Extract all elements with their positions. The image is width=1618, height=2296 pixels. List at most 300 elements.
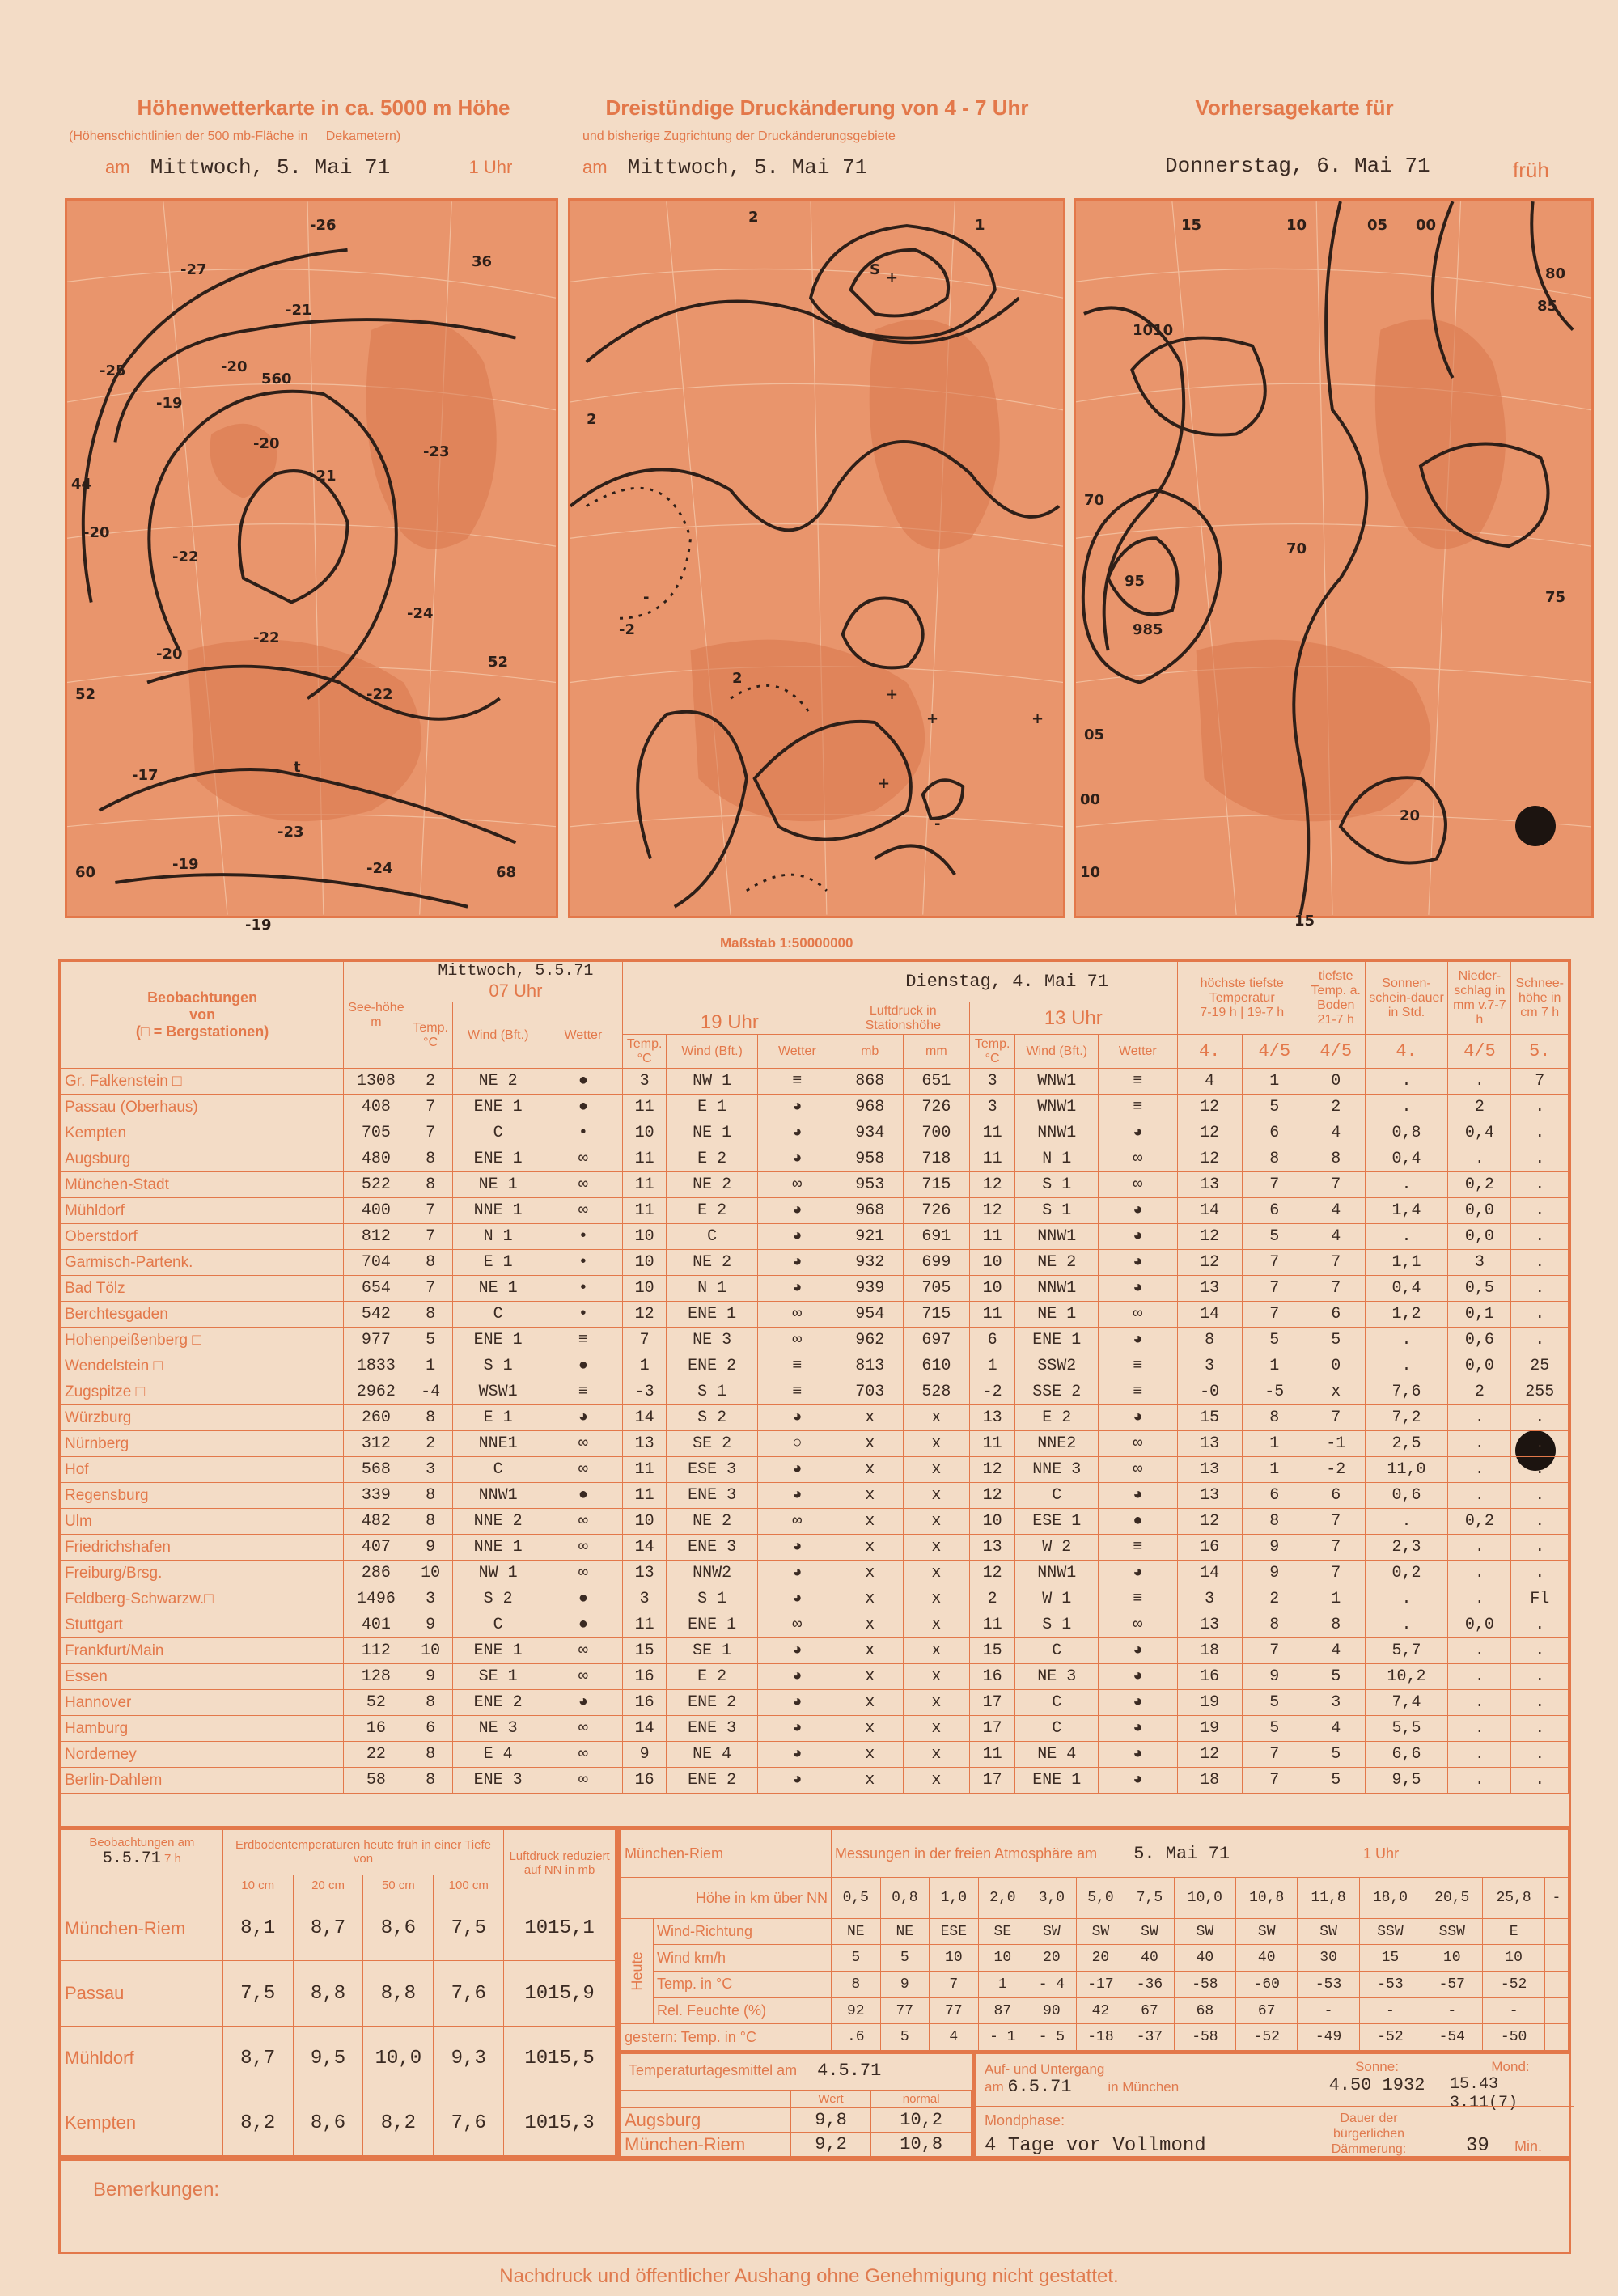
table-cell: WNW1 — [1015, 1069, 1099, 1095]
table-cell: x — [903, 1664, 969, 1690]
table-cell: 10 — [969, 1509, 1014, 1535]
table-cell: 14 — [623, 1535, 667, 1561]
table-cell: 953 — [837, 1172, 903, 1198]
table-cell: 12 — [969, 1457, 1014, 1483]
map-isoline-label: 05 — [1084, 727, 1105, 743]
table-cell: ● — [544, 1586, 623, 1612]
table-cell: . — [1448, 1742, 1511, 1768]
map1-am: am — [105, 157, 130, 177]
table-cell: x — [837, 1716, 903, 1742]
table-cell: 22 — [344, 1742, 409, 1768]
soil-row — [61, 2091, 616, 2155]
table-cell: x — [837, 1742, 903, 1768]
hdr-13uhr: 13 Uhr — [969, 1002, 1177, 1035]
soil-depth-50: 50 cm — [363, 1875, 434, 1896]
soil-block — [58, 1827, 618, 2158]
sun-divider — [976, 2106, 1574, 2107]
table-cell: S 2 — [452, 1586, 544, 1612]
table-cell: 962 — [837, 1328, 903, 1353]
table-cell: . — [1448, 1561, 1511, 1586]
table-cell: ◕ — [758, 1146, 837, 1172]
table-cell: ENE 1 — [667, 1612, 758, 1638]
table-cell: 8 — [409, 1172, 452, 1198]
aero-height: 0,5 — [832, 1878, 881, 1918]
table-cell: 0,1 — [1448, 1302, 1511, 1328]
station-name: Friedrichshafen — [61, 1535, 344, 1561]
col-header-sonne: Sonnen-schein-dauer in Std. — [1365, 962, 1448, 1035]
table-cell: 407 — [344, 1535, 409, 1561]
table-cell: 6 — [1307, 1483, 1365, 1509]
table-cell: ENE 1 — [452, 1638, 544, 1664]
table-cell: . — [1511, 1457, 1569, 1483]
table-cell: 11 — [969, 1224, 1014, 1250]
table-cell: 0,8 — [1365, 1120, 1448, 1146]
tm-value: 9,2 — [790, 2133, 871, 2157]
table-cell: ◕ — [1099, 1276, 1178, 1302]
soil-hdr-beob — [61, 1830, 223, 1875]
map-isoline-label: -21 — [286, 302, 312, 319]
aero-row-label: Wind-Richtung — [654, 1918, 832, 1945]
table-cell: ● — [1099, 1509, 1178, 1535]
table-cell: 17 — [969, 1690, 1014, 1716]
table-cell: 932 — [837, 1250, 903, 1276]
table-cell: ◕ — [758, 1276, 837, 1302]
table-cell: 8 — [1177, 1328, 1242, 1353]
table-cell: ◕ — [1099, 1250, 1178, 1276]
table-cell: -4 — [409, 1379, 452, 1405]
aero-body — [621, 1918, 1569, 2050]
table-cell: 813 — [837, 1353, 903, 1379]
table-cell: 2 — [1448, 1379, 1511, 1405]
table-cell: 10 — [409, 1638, 452, 1664]
table-cell: NE 2 — [1015, 1250, 1099, 1276]
table-cell: 5 — [1242, 1224, 1307, 1250]
map1-date-line — [105, 154, 558, 180]
soil-station: Mühldorf — [61, 2026, 223, 2091]
table-cell: . — [1511, 1328, 1569, 1353]
hdr-wind-19: Wind (Bft.) — [667, 1035, 758, 1069]
table-cell: 6,6 — [1365, 1742, 1448, 1768]
table-cell: 3 — [1177, 1353, 1242, 1379]
table-cell: 1,1 — [1365, 1250, 1448, 1276]
table-cell: x — [837, 1664, 903, 1690]
station-name: Hohenpeißenberg □ — [61, 1328, 344, 1353]
table-cell: NNW1 — [452, 1483, 544, 1509]
table-cell: N 1 — [1015, 1146, 1099, 1172]
table-cell: ◕ — [758, 1690, 837, 1716]
daemmerung-val: 39 — [1466, 2135, 1489, 2157]
table-cell: 10,2 — [1365, 1664, 1448, 1690]
table-cell: 4 — [1307, 1120, 1365, 1146]
footer-note: Nachdruck und öffentlicher Aushang ohne Genehmigung nicht gestattet. — [499, 2265, 1119, 2287]
aero-empty — [1544, 2024, 1568, 2051]
table-cell: 11 — [623, 1457, 667, 1483]
table-cell: 954 — [837, 1302, 903, 1328]
table-cell: N 1 — [452, 1224, 544, 1250]
table-cell: ◕ — [1099, 1328, 1178, 1353]
aero-value: -52 — [1483, 1972, 1544, 1998]
table-cell: ◕ — [1099, 1405, 1178, 1431]
table-cell: 8 — [409, 1483, 452, 1509]
table-cell: 2 — [409, 1431, 452, 1457]
aero-value: 90 — [1027, 1997, 1077, 2024]
hdr-mittwoch: Mittwoch, 5.5.71 — [438, 962, 594, 981]
soil-value: 1015,3 — [504, 2091, 616, 2155]
soil-value: 9,3 — [434, 2026, 504, 2091]
table-cell: 2,3 — [1365, 1535, 1448, 1561]
sun-mond — [1450, 2059, 1571, 2112]
table-cell: E 2 — [667, 1664, 758, 1690]
map2-title: Dreistündige Druckänderung von 4 - 7 Uhr — [605, 95, 1029, 120]
table-cell: ◕ — [758, 1198, 837, 1224]
aero-row-label: gestern: Temp. in °C — [621, 2024, 832, 2051]
table-cell: 11,0 — [1365, 1457, 1448, 1483]
map-isoline-label: 2 — [587, 411, 597, 428]
aero-value: SW — [1298, 1918, 1359, 1945]
table-cell: NE 3 — [1015, 1664, 1099, 1690]
table-cell: . — [1365, 1612, 1448, 1638]
table-cell: NE 4 — [1015, 1742, 1099, 1768]
table-cell: 8 — [409, 1690, 452, 1716]
table-cell: 10 — [969, 1250, 1014, 1276]
table-cell: 11 — [969, 1302, 1014, 1328]
hdr-von: von — [189, 1006, 216, 1023]
table-cell: 3 — [409, 1586, 452, 1612]
soil-station: München-Riem — [61, 1896, 223, 1961]
table-cell: x — [837, 1612, 903, 1638]
table-cell: 10 — [409, 1561, 452, 1586]
aero-value: SW — [1027, 1918, 1077, 1945]
table-cell: 17 — [969, 1768, 1014, 1794]
table-cell: ENE 1 — [452, 1328, 544, 1353]
table-cell: . — [1511, 1664, 1569, 1690]
table-cell: x — [903, 1638, 969, 1664]
table-cell: 7 — [409, 1120, 452, 1146]
table-cell: ≡ — [544, 1328, 623, 1353]
table-cell: ∞ — [544, 1664, 623, 1690]
maps-row — [65, 198, 1594, 934]
table-cell: 703 — [837, 1379, 903, 1405]
map-isoline-label: -23 — [277, 824, 304, 841]
hdr-tiefste-text: tiefste — [1249, 976, 1284, 990]
aero-row — [621, 1945, 1569, 1972]
aero-value: 10 — [1483, 1945, 1544, 1972]
table-cell: ENE 1 — [452, 1095, 544, 1120]
aero-empty — [1544, 1945, 1568, 1972]
soil-station: Passau — [61, 1961, 223, 2026]
table-cell: 12 — [969, 1483, 1014, 1509]
table-cell: 6 — [1242, 1198, 1307, 1224]
punch-hole-upper — [1515, 806, 1556, 846]
table-cell: 12 — [1177, 1224, 1242, 1250]
col-header-schnee: Schnee-höhe in cm 7 h — [1511, 962, 1569, 1035]
table-cell: 11 — [623, 1172, 667, 1198]
aero-value: 40 — [1236, 1945, 1298, 1972]
table-row — [61, 1768, 1569, 1794]
station-name: Nürnberg — [61, 1431, 344, 1457]
table-cell: 0,2 — [1448, 1509, 1511, 1535]
table-cell: 6 — [1307, 1302, 1365, 1328]
table-cell: . — [1511, 1638, 1569, 1664]
table-cell: NE 2 — [452, 1069, 544, 1095]
table-cell: 2 — [969, 1586, 1014, 1612]
station-name: Berchtesgaden — [61, 1302, 344, 1328]
table-cell: S 2 — [667, 1405, 758, 1431]
map-isoline-label: 52 — [75, 686, 96, 703]
table-cell: 16 — [623, 1664, 667, 1690]
table-cell: 958 — [837, 1146, 903, 1172]
table-cell: ◕ — [758, 1742, 837, 1768]
aero-value: -52 — [1236, 2024, 1298, 2051]
station-name: München-Stadt — [61, 1172, 344, 1198]
aero-value: 67 — [1236, 1997, 1298, 2024]
table-cell: 0 — [1307, 1069, 1365, 1095]
table-cell: ENE 1 — [452, 1146, 544, 1172]
table-cell: 3 — [1448, 1250, 1511, 1276]
tm-value: 9,8 — [790, 2108, 871, 2133]
table-cell: 0 — [1307, 1353, 1365, 1379]
table-cell: 921 — [837, 1224, 903, 1250]
aero-title-row — [832, 1830, 1569, 1878]
table-cell: ∞ — [544, 1535, 623, 1561]
table-cell: 7 — [1307, 1276, 1365, 1302]
soil-value: 8,2 — [363, 2091, 434, 2155]
aero-value: - — [1359, 1997, 1421, 2024]
observations-table-frame — [58, 959, 1571, 1828]
table-cell: 255 — [1511, 1379, 1569, 1405]
table-cell: 10 — [969, 1276, 1014, 1302]
map-isoline-label: 44 — [71, 476, 92, 493]
table-cell: x — [837, 1431, 903, 1457]
table-cell: . — [1448, 1535, 1511, 1561]
table-cell: ENE 2 — [452, 1690, 544, 1716]
table-cell: 12 — [969, 1561, 1014, 1586]
table-cell: 705 — [344, 1120, 409, 1146]
hdr-wetter-07: Wetter — [544, 1002, 623, 1069]
table-cell: . — [1511, 1612, 1569, 1638]
map-isoline-label: -20 — [221, 358, 248, 375]
map-isoline-label: 70 — [1084, 492, 1105, 509]
table-cell: ◕ — [1099, 1561, 1178, 1586]
observations-body — [61, 1069, 1569, 1794]
aero-value: 77 — [930, 1997, 979, 2024]
table-cell: C — [452, 1612, 544, 1638]
sun-sonne-val: 4.50 1932 — [1328, 2075, 1425, 2095]
table-cell: ∞ — [544, 1457, 623, 1483]
aero-value: -36 — [1125, 1972, 1175, 1998]
map-isoline-label: 68 — [496, 864, 517, 881]
table-cell: x — [903, 1690, 969, 1716]
table-cell: NE 1 — [667, 1120, 758, 1146]
table-cell: 10 — [623, 1120, 667, 1146]
table-cell: 3 — [409, 1457, 452, 1483]
table-cell: ∞ — [1099, 1146, 1178, 1172]
table-cell: 12 — [969, 1172, 1014, 1198]
table-cell: 11 — [969, 1146, 1014, 1172]
table-row — [61, 1586, 1569, 1612]
aero-value: 42 — [1076, 1997, 1125, 2024]
table-cell: . — [1365, 1172, 1448, 1198]
table-cell: . — [1448, 1768, 1511, 1794]
table-cell: . — [1448, 1069, 1511, 1095]
hdr-wetter-13: Wetter — [1099, 1035, 1178, 1069]
table-cell: . — [1448, 1716, 1511, 1742]
table-cell: 9,5 — [1365, 1768, 1448, 1794]
aero-time: 1 Uhr — [1363, 1845, 1400, 1862]
aero-value: 77 — [880, 1997, 930, 2024]
aero-value: NE — [880, 1918, 930, 1945]
aero-value: -50 — [1483, 2024, 1544, 2051]
table-cell: SE 1 — [667, 1638, 758, 1664]
soil-body — [61, 1896, 616, 2156]
map2-subtitle: und bisherige Zugrichtung der Druckänderungsgebiete — [582, 129, 896, 143]
aero-value: -58 — [1174, 1972, 1235, 1998]
table-cell: . — [1511, 1095, 1569, 1120]
table-cell: ∞ — [544, 1716, 623, 1742]
table-cell: 13 — [1177, 1431, 1242, 1457]
aero-height: 10,8 — [1236, 1878, 1298, 1918]
table-cell: 977 — [344, 1328, 409, 1353]
table-cell: x — [903, 1716, 969, 1742]
table-cell: ≡ — [758, 1379, 837, 1405]
table-cell: 718 — [903, 1146, 969, 1172]
table-cell: NNE 2 — [452, 1509, 544, 1535]
table-cell: . — [1365, 1224, 1448, 1250]
table-cell: 7 — [1307, 1535, 1365, 1561]
table-row — [61, 1716, 1569, 1742]
aero-value: 20 — [1076, 1945, 1125, 1972]
tm-normal: normal — [871, 2091, 972, 2108]
table-cell: C — [667, 1224, 758, 1250]
sun-sonne-label: Sonne: — [1355, 2059, 1399, 2074]
table-cell: 11 — [623, 1095, 667, 1120]
table-cell: ◕ — [758, 1664, 837, 1690]
table-cell: . — [1448, 1664, 1511, 1690]
table-cell: ◕ — [1099, 1198, 1178, 1224]
tm-station: München-Riem — [621, 2133, 791, 2157]
table-cell: 0,0 — [1448, 1612, 1511, 1638]
station-name: Essen — [61, 1664, 344, 1690]
table-cell: NNW1 — [1015, 1276, 1099, 1302]
station-name: Garmisch-Partenk. — [61, 1250, 344, 1276]
soil-station: Kempten — [61, 2091, 223, 2155]
table-cell: 25 — [1511, 1353, 1569, 1379]
table-cell: 2 — [1307, 1095, 1365, 1120]
table-cell: 16 — [344, 1716, 409, 1742]
table-cell: 4 — [1307, 1198, 1365, 1224]
hdr-wind-07: Wind (Bft.) — [452, 1002, 544, 1069]
table-cell: ● — [544, 1483, 623, 1509]
table-cell: ◕ — [1099, 1664, 1178, 1690]
table-cell: 7 — [409, 1276, 452, 1302]
sun-mond-val: 15.43 3.11(7) — [1450, 2075, 1518, 2112]
table-cell: 5 — [1242, 1095, 1307, 1120]
table-cell: NE 3 — [667, 1328, 758, 1353]
soil-value: 1015,1 — [504, 1896, 616, 1961]
table-cell: ∞ — [758, 1509, 837, 1535]
aero-value: 5 — [880, 2024, 930, 2051]
map2-am: am — [582, 157, 608, 177]
aero-value: -18 — [1076, 2024, 1125, 2051]
table-cell: C — [1015, 1483, 1099, 1509]
table-cell: WSW1 — [452, 1379, 544, 1405]
table-row — [61, 1431, 1569, 1457]
map-isoline-label: 95 — [1125, 573, 1146, 590]
aero-height: 11,8 — [1298, 1878, 1359, 1918]
table-cell: NNW1 — [1015, 1120, 1099, 1146]
table-cell: 726 — [903, 1095, 969, 1120]
table-cell: 13 — [1177, 1457, 1242, 1483]
table-cell: x — [837, 1561, 903, 1586]
station-name: Norderney — [61, 1742, 344, 1768]
aero-value: - — [1421, 1997, 1483, 2024]
map-isoline-label: 2 — [732, 670, 743, 687]
hdr-temperatur: Temperatur — [1209, 990, 1275, 1005]
table-cell: 8 — [409, 1405, 452, 1431]
soil-value: 7,6 — [434, 2091, 504, 2155]
map-isoline-label: 36 — [472, 253, 493, 270]
aero-value: ESE — [930, 1918, 979, 1945]
table-cell: 1 — [1242, 1431, 1307, 1457]
map-isoline-label: -19 — [245, 917, 272, 934]
table-cell: 15 — [1177, 1405, 1242, 1431]
table-cell: 6 — [969, 1328, 1014, 1353]
table-cell: 11 — [969, 1612, 1014, 1638]
table-cell: 10 — [623, 1250, 667, 1276]
map-isoline-label: 60 — [75, 864, 96, 881]
aero-value: 40 — [1125, 1945, 1175, 1972]
table-cell: 58 — [344, 1768, 409, 1794]
table-cell: 7,6 — [1365, 1379, 1448, 1405]
table-cell: ● — [544, 1612, 623, 1638]
table-cell: 3 — [1307, 1690, 1365, 1716]
table-cell: C — [452, 1302, 544, 1328]
table-cell: 16 — [623, 1768, 667, 1794]
col-header-station — [61, 962, 344, 1069]
table-cell: ∞ — [544, 1172, 623, 1198]
table-cell: ≡ — [1099, 1353, 1178, 1379]
table-cell: 339 — [344, 1483, 409, 1509]
map-isoline-label: 52 — [488, 654, 509, 671]
table-cell: E 1 — [452, 1405, 544, 1431]
table-cell: Fl — [1511, 1586, 1569, 1612]
aero-height: 7,5 — [1125, 1878, 1175, 1918]
aero-value: SW — [1125, 1918, 1175, 1945]
table-cell: 11 — [623, 1483, 667, 1509]
observations-table — [61, 961, 1569, 1794]
table-cell: 9 — [409, 1612, 452, 1638]
map-isoline-label: -20 — [156, 646, 183, 663]
table-cell: 480 — [344, 1146, 409, 1172]
col-header-07 — [409, 962, 622, 1002]
aero-value: 67 — [1125, 1997, 1175, 2024]
soil-hdr-empty — [61, 1875, 223, 1896]
map-isoline-label: - — [643, 589, 650, 606]
station-name: Kempten — [61, 1120, 344, 1146]
table-cell: 16 — [1177, 1664, 1242, 1690]
aero-empty — [1544, 1972, 1568, 1998]
table-cell: 400 — [344, 1198, 409, 1224]
table-cell: 260 — [344, 1405, 409, 1431]
aero-row — [621, 1997, 1569, 2024]
soil-row — [61, 2026, 616, 2091]
map-isoline-label: 2 — [748, 209, 759, 226]
map-isoline-label: 15 — [1294, 913, 1315, 930]
station-name: Wendelstein □ — [61, 1353, 344, 1379]
table-row — [61, 1379, 1569, 1405]
table-cell: S 1 — [452, 1353, 544, 1379]
aero-value: 5 — [832, 1945, 881, 1972]
